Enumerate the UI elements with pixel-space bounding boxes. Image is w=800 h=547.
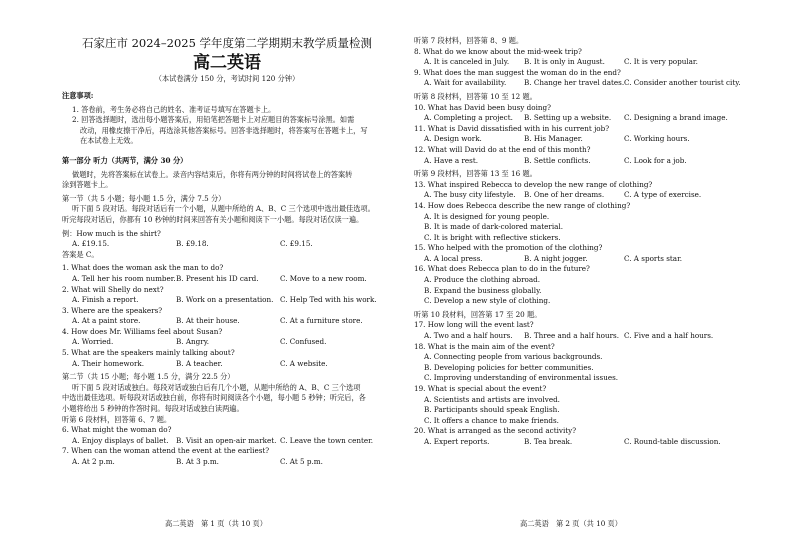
section2-heading: 第二节（共 15 小题；每小题 1.5 分，满分 22.5 分） — [62, 372, 235, 382]
options — [62, 337, 392, 348]
option-a: A. It is designed for young people. — [424, 211, 550, 221]
options — [62, 316, 392, 327]
notice-item: 改动，用橡皮擦干净后，再选涂其他答案标号。回答非选择题时，将答案写在答题卡上，写 — [80, 125, 368, 135]
question: 8. What do we know about the mid-week trip? — [414, 46, 582, 56]
options — [62, 274, 392, 285]
section1-intro: 听下面 5 段对话。每段对话后有一个小题，从题中所给的 A、B、C 三个选项中选出最佳选项。 — [72, 204, 375, 214]
option-b: B. £9.18. — [176, 239, 209, 249]
option-c: C. It is bright with reflective stickers. — [424, 232, 561, 242]
option-b: B. At 3 p.m. — [176, 457, 219, 466]
option-b: B. Setting up a website. — [524, 113, 612, 123]
option-c: C. A website. — [280, 358, 328, 368]
question: 3. Where are the speakers? — [62, 305, 163, 315]
option-c: C. £9.15. — [280, 239, 313, 249]
option-b: B. Tea break. — [524, 436, 573, 446]
question: 2. What will Shelly do next? — [62, 284, 164, 294]
option-c: C. A type of exercise. — [624, 190, 702, 200]
example-question: 例：How much is the shirt? — [62, 228, 161, 238]
option-c: C. A sports star. — [624, 253, 682, 263]
question: 11. What is David dissatisfied with in his current job? — [414, 123, 610, 133]
option-c: C. Improving understanding of environmental issues. — [424, 373, 619, 383]
option-a: A. Produce the clothing abroad. — [424, 275, 541, 285]
option-b: B. Visit an open-air market. — [176, 435, 277, 445]
left-column — [62, 0, 392, 468]
section2-intro: 中选出最佳选项。听每段对话或独白前，你将有时间阅读各个小题，每小题 5 秒钟；听完后，各 — [62, 393, 366, 403]
option-c: C. Five and a half hours. — [624, 331, 714, 341]
section1-heading: 第一节（共 5 小题；每小题 1.5 分，满分 7.5 分） — [62, 193, 226, 203]
option-b: B. It is only in August. — [524, 57, 605, 67]
question: 6. What might the woman do? — [62, 425, 172, 435]
question: 5. What are the speakers mainly talking about? — [62, 348, 235, 358]
group-heading: 听第 8 段材料，回答第 10 至 12 题。 — [414, 91, 537, 101]
option-b: B. Work on a presentation. — [176, 295, 274, 305]
exam-title: 石家庄市 2024–2025 学年度第二学期期末教学质量检测 — [81, 36, 373, 50]
option-a: A. Two and a half hours. — [424, 331, 513, 341]
question: 10. What has David been busy doing? — [414, 102, 551, 112]
option-c: C. Designing a brand image. — [624, 113, 728, 123]
exam-note: （本试卷满分 150 分，考试时间 120 分钟） — [154, 74, 300, 83]
question: 19. What is special about the event? — [414, 384, 547, 393]
part1-intro: 做题时，先将答案标在试卷上。录音内容结束后，你将有两分钟的时间将试卷上的答案转 — [72, 169, 353, 179]
option-b: B. Three and a half hours. — [524, 331, 620, 341]
question: 9. What does the man suggest the woman do in the end? — [414, 67, 621, 77]
option-b: B. A teacher. — [176, 358, 223, 368]
option-b: B. Expand the business globally. — [424, 285, 542, 295]
group-heading: 听第 7 段材料，回答第 8、9 题。 — [414, 36, 524, 45]
part1-heading: 第一部分 听力（共两节，满分 30 分） — [62, 155, 188, 165]
option-c: C. Leave the town center. — [280, 435, 374, 445]
option-a: A. Have a rest. — [424, 155, 479, 165]
notice-heading: 注意事项: — [62, 91, 94, 100]
option-b: B. Angry. — [176, 337, 210, 347]
option-a: A. Expert reports. — [424, 436, 490, 446]
option-b: B. It is made of dark-colored material. — [424, 222, 564, 232]
option-b: B. Developing policies for better communities. — [424, 362, 594, 372]
example-answer: 答案是 C。 — [62, 249, 99, 259]
options — [414, 254, 734, 265]
option-c: C. It offers a chance to make friends. — [424, 415, 559, 425]
option-a: A. Design work. — [424, 134, 482, 144]
option-c: C. At a furniture store. — [280, 316, 363, 326]
option-a: A. Worried. — [72, 337, 114, 347]
option-a: A. Enjoy displays of ballet. — [72, 435, 169, 445]
question: 17. How long will the event last? — [414, 320, 534, 330]
group-heading: 听第 10 段材料，回答第 17 至 20 题。 — [414, 309, 542, 319]
group-heading: 听第 6 段材料，回答第 6、7 题。 — [62, 414, 172, 424]
option-c: C. Help Ted with his work. — [280, 295, 377, 305]
options — [414, 331, 734, 342]
options — [414, 113, 734, 124]
options — [414, 437, 734, 448]
notice-item: 1. 答卷前，考生务必将自己的姓名、准考证号填写在答题卡上。 — [72, 104, 276, 114]
options — [414, 78, 741, 89]
option-a: A. £19.15. — [72, 239, 110, 249]
section2-intro: 听下面 5 段对话或独白。每段对话或独白后有几个小题，从题中所给的 A、B、C 三个选项 — [72, 382, 361, 392]
option-a: A. It is canceled in July. — [424, 57, 510, 67]
option-b: B. At their house. — [176, 316, 240, 326]
option-b: B. His Manager. — [524, 134, 583, 144]
page-footer-right: 高二英语 第 2 页（共 10 页） — [520, 519, 622, 528]
page-footer-left: 高二英语 第 1 页（共 10 页） — [165, 519, 267, 528]
option-b: B. Present his ID card. — [176, 273, 259, 283]
option-c: C. It is very popular. — [624, 57, 698, 67]
options — [414, 190, 734, 201]
question: 15. Who helped with the promotion of the clothing? — [414, 243, 603, 253]
option-c: C. Working hours. — [624, 134, 690, 144]
options — [414, 156, 734, 167]
notice-item: 在本试卷上无效。 — [80, 136, 138, 146]
question: 12. What will David do at the end of this month? — [414, 144, 591, 154]
question: 13. What inspired Rebecca to develop the new range of clothing? — [414, 179, 653, 189]
option-a: A. Their homework. — [72, 358, 145, 368]
question: 4. How does Mr. Williams feel about Susan? — [62, 326, 223, 336]
notice-item: 2. 回答选择题时，选出每小题答案后，用铅笔把答题卡上对应题目的答案标号涂黑。如需 — [72, 115, 355, 125]
option-a: A. Scientists and artists are involved. — [424, 394, 560, 404]
option-a: A. Connecting people from various backgrounds. — [424, 352, 603, 362]
option-b: B. A night jogger. — [524, 253, 588, 263]
section2-intro: 小题将给出 5 秒钟的作答时间。每段对话或独白读两遍。 — [62, 404, 244, 414]
option-b: B. Settle conflicts. — [524, 155, 591, 165]
option-c: C. Develop a new style of clothing. — [424, 296, 551, 306]
question: 18. What is the main aim of the event? — [414, 341, 555, 351]
option-a: A. Tell her his room number. — [72, 273, 176, 283]
question: 1. What does the woman ask the man to do? — [62, 263, 224, 273]
question: 14. How does Rebecca describe the new range of clothing? — [414, 200, 631, 210]
option-a: A. The busy city lifestyle. — [424, 190, 516, 200]
option-c: C. Round-table discussion. — [624, 436, 721, 446]
options — [62, 295, 392, 306]
question: 20. What is arranged as the second activity? — [414, 426, 577, 436]
option-c: C. Look for a job. — [624, 155, 687, 165]
option-b: B. Participants should speak English. — [424, 405, 560, 415]
option-c: C. Consider another tourist city. — [624, 78, 741, 88]
option-c: C. Move to a new room. — [280, 273, 367, 283]
option-a: A. At 2 p.m. — [72, 457, 115, 466]
question: 16. What does Rebecca plan to do in the future? — [414, 264, 590, 274]
option-c: C. At 5 p.m. — [280, 457, 323, 466]
option-a: A. Finish a report. — [72, 295, 139, 305]
options — [62, 436, 392, 447]
right-column — [414, 36, 741, 448]
option-c: C. Confused. — [280, 337, 327, 347]
question: 7. When can the woman attend the event at the earliest? — [62, 446, 270, 456]
subject-title: 高二英语 — [193, 53, 261, 73]
part1-intro: 涂到答题卡上。 — [62, 180, 113, 190]
option-a: A. At a paint store. — [72, 316, 141, 326]
option-b: B. Change her travel dates. — [524, 78, 625, 88]
option-a: A. Completing a project. — [424, 113, 513, 123]
example-options — [62, 239, 392, 250]
options — [414, 57, 734, 68]
option-a: A. Wait for availability. — [424, 78, 507, 88]
group-heading: 听第 9 段材料，回答第 13 至 16 题。 — [414, 169, 537, 179]
options — [414, 134, 734, 145]
section1-intro: 听完每段对话后，你都有 10 秒钟的时间来回答有关小题和阅读下一小题。每段对话仅读一遍。 — [62, 214, 364, 224]
options — [62, 359, 392, 370]
options — [62, 457, 392, 468]
option-b: B. One of her dreams. — [524, 190, 605, 200]
option-a: A. A local press. — [424, 253, 483, 263]
